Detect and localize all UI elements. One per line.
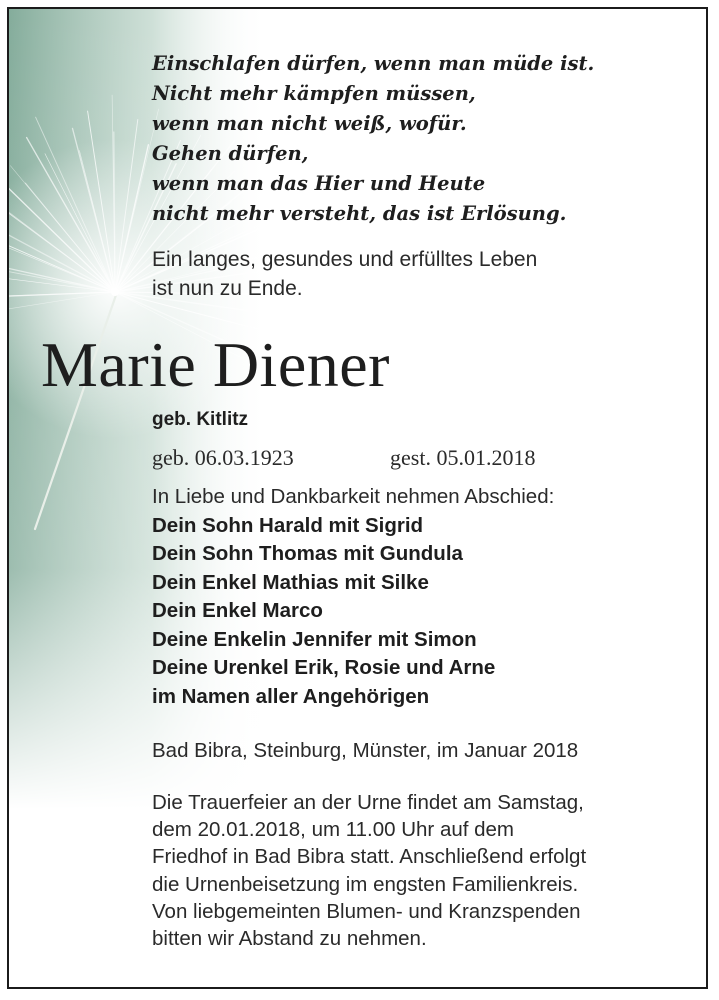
mourner: im Namen aller Angehörigen	[152, 684, 430, 708]
poem-line: Nicht mehr kämpfen müssen,	[152, 82, 476, 105]
service-line: Friedhof in Bad Bibra statt. Anschließend erfolgt	[152, 845, 587, 869]
mourner: Dein Enkel Marco	[152, 599, 323, 622]
place-and-date: Bad Bibra, Steinburg, Münster, im Januar 2018	[152, 739, 579, 762]
mourners-list	[152, 483, 554, 711]
poem-line: nicht mehr versteht, das ist Erlösung.	[152, 202, 567, 225]
mourner: Dein Sohn Harald mit Sigrid	[152, 513, 424, 537]
intro-line: Ein langes, gesundes und erfülltes Leben	[152, 248, 538, 271]
mourner: Dein Sohn Thomas mit Gundula	[152, 542, 463, 565]
service-line: die Urnenbeisetzung im engsten Familienkreis.	[152, 872, 579, 896]
deceased-name: Marie Diener	[41, 329, 390, 400]
poem-line: Gehen dürfen,	[152, 142, 309, 165]
poem-line: wenn man das Hier und Heute	[152, 172, 486, 195]
service-notice	[152, 789, 586, 952]
death-date: gest. 05.01.2018	[390, 445, 536, 470]
intro-line: ist nun zu Ende.	[152, 277, 303, 300]
birth-date: geb. 06.03.1923	[152, 445, 294, 470]
birth-name: geb. Kitlitz	[152, 409, 249, 430]
intro-text	[152, 245, 537, 303]
service-line: Von liebgemeinten Blumen- und Kranzspenden	[152, 899, 581, 923]
service-line: dem 20.01.2018, um 11.00 Uhr auf dem	[152, 818, 515, 842]
mourner: Deine Urenkel Erik, Rosie und Arne	[152, 656, 496, 679]
poem-line: wenn man nicht weiß, wofür.	[152, 112, 467, 135]
service-line: Die Trauerfeier an der Urne findet am Samstag,	[152, 791, 584, 814]
obituary-card	[7, 7, 708, 989]
farewell-lead: In Liebe und Dankbarkeit nehmen Abschied:	[152, 485, 555, 508]
mourner: Deine Enkelin Jennifer mit Simon	[152, 627, 477, 651]
mourner: Dein Enkel Mathias mit Silke	[152, 570, 429, 594]
poem-line: Einschlafen dürfen, wenn man müde ist.	[152, 52, 595, 75]
poem	[152, 49, 594, 229]
service-line: bitten wir Abstand zu nehmen.	[152, 927, 427, 951]
